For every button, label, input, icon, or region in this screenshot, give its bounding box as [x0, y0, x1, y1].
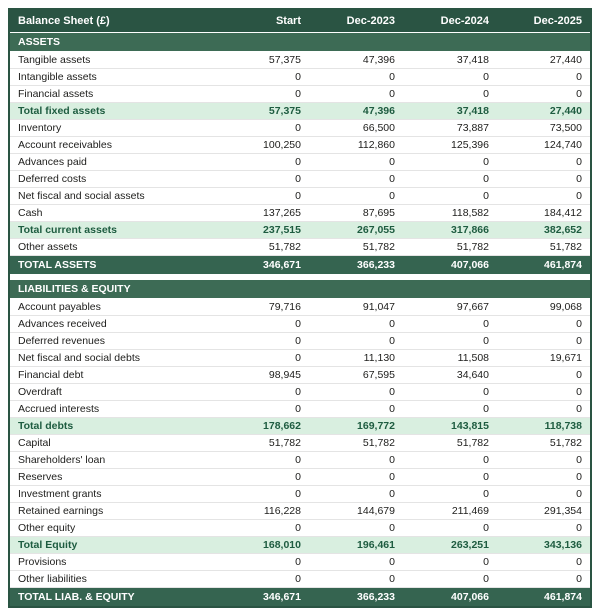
subtotal-row [9, 536, 591, 553]
cell-value: 57,375 [215, 103, 309, 120]
row-label: Total Equity [9, 536, 215, 553]
cell-value: 0 [215, 485, 309, 502]
cell-value: 116,228 [215, 502, 309, 519]
column-header: Start [215, 9, 309, 33]
cell-value: 97,667 [403, 298, 497, 315]
row-label: Advances received [9, 315, 215, 332]
cell-value: 0 [497, 69, 591, 86]
cell-value: 0 [497, 188, 591, 205]
cell-value: 291,354 [497, 502, 591, 519]
cell-value: 27,440 [497, 52, 591, 69]
cell-value: 57,375 [215, 52, 309, 69]
cell-value: 0 [309, 315, 403, 332]
row-label: Tangible assets [9, 52, 215, 69]
row-label: Provisions [9, 553, 215, 570]
table-header-row [9, 9, 591, 33]
cell-value: 0 [497, 154, 591, 171]
cell-value: 0 [215, 451, 309, 468]
table-row [9, 332, 591, 349]
cell-value: 73,887 [403, 120, 497, 137]
cell-value: 169,772 [309, 417, 403, 434]
cell-value: 0 [403, 485, 497, 502]
subtotal-row [9, 417, 591, 434]
table-row [9, 366, 591, 383]
balance-sheet-table [8, 8, 592, 608]
row-label: Shareholders' loan [9, 451, 215, 468]
grand-total-row [9, 587, 591, 607]
cell-value: 0 [215, 154, 309, 171]
cell-value: 51,782 [403, 239, 497, 256]
cell-value: 0 [403, 154, 497, 171]
row-label: Net fiscal and social debts [9, 349, 215, 366]
cell-value: 0 [403, 400, 497, 417]
row-label: Other liabilities [9, 570, 215, 587]
cell-value: 0 [403, 69, 497, 86]
cell-value: 0 [215, 468, 309, 485]
row-label: Capital [9, 434, 215, 451]
row-label: Account receivables [9, 137, 215, 154]
cell-value: 73,500 [497, 120, 591, 137]
cell-value: 0 [309, 332, 403, 349]
cell-value: 51,782 [497, 434, 591, 451]
table-row [9, 86, 591, 103]
cell-value: 267,055 [309, 222, 403, 239]
cell-value: 0 [215, 188, 309, 205]
cell-value: 366,233 [309, 256, 403, 275]
cell-value: 91,047 [309, 298, 403, 315]
row-label: Total current assets [9, 222, 215, 239]
row-label: Deferred costs [9, 171, 215, 188]
cell-value: 0 [309, 188, 403, 205]
row-label: Total fixed assets [9, 103, 215, 120]
cell-value: 144,679 [309, 502, 403, 519]
cell-value: 0 [215, 120, 309, 137]
cell-value: 0 [497, 468, 591, 485]
cell-value: 0 [497, 400, 591, 417]
row-label: Overdraft [9, 383, 215, 400]
cell-value: 346,671 [215, 587, 309, 607]
cell-value: 0 [215, 315, 309, 332]
table-row [9, 400, 591, 417]
cell-value: 0 [215, 86, 309, 103]
cell-value: 51,782 [215, 434, 309, 451]
table-title: Balance Sheet (£) [9, 9, 215, 33]
cell-value: 0 [215, 171, 309, 188]
cell-value: 37,418 [403, 103, 497, 120]
table-row [9, 52, 591, 69]
cell-value: 0 [215, 349, 309, 366]
table-row [9, 137, 591, 154]
cell-value: 0 [403, 519, 497, 536]
cell-value: 34,640 [403, 366, 497, 383]
cell-value: 0 [403, 451, 497, 468]
cell-value: 343,136 [497, 536, 591, 553]
table-row [9, 120, 591, 137]
cell-value: 100,250 [215, 137, 309, 154]
cell-value: 87,695 [309, 205, 403, 222]
table-row [9, 383, 591, 400]
cell-value: 51,782 [215, 239, 309, 256]
row-label: Total debts [9, 417, 215, 434]
table-row [9, 171, 591, 188]
cell-value: 143,815 [403, 417, 497, 434]
cell-value: 0 [497, 485, 591, 502]
cell-value: 0 [403, 332, 497, 349]
cell-value: 0 [215, 383, 309, 400]
cell-value: 47,396 [309, 103, 403, 120]
cell-value: 124,740 [497, 137, 591, 154]
cell-value: 19,671 [497, 349, 591, 366]
cell-value: 0 [309, 553, 403, 570]
cell-value: 0 [309, 468, 403, 485]
cell-value: 0 [403, 570, 497, 587]
row-label: Advances paid [9, 154, 215, 171]
cell-value: 0 [403, 171, 497, 188]
row-label: Net fiscal and social assets [9, 188, 215, 205]
cell-value: 178,662 [215, 417, 309, 434]
cell-value: 0 [497, 553, 591, 570]
cell-value: 168,010 [215, 536, 309, 553]
cell-value: 118,582 [403, 205, 497, 222]
cell-value: 0 [403, 188, 497, 205]
cell-value: 0 [497, 451, 591, 468]
cell-value: 0 [309, 86, 403, 103]
cell-value: 0 [215, 570, 309, 587]
table-row [9, 349, 591, 366]
table-row [9, 205, 591, 222]
cell-value: 0 [215, 519, 309, 536]
cell-value: 0 [215, 69, 309, 86]
table-row [9, 468, 591, 485]
row-label: Cash [9, 205, 215, 222]
cell-value: 0 [497, 332, 591, 349]
table-row [9, 519, 591, 536]
cell-value: 66,500 [309, 120, 403, 137]
cell-value: 0 [309, 570, 403, 587]
cell-value: 0 [403, 383, 497, 400]
cell-value: 0 [309, 400, 403, 417]
subtotal-row [9, 222, 591, 239]
column-header: Dec-2023 [309, 9, 403, 33]
row-label: Intangible assets [9, 69, 215, 86]
cell-value: 346,671 [215, 256, 309, 275]
cell-value: 0 [403, 553, 497, 570]
cell-value: 184,412 [497, 205, 591, 222]
table-row [9, 434, 591, 451]
cell-value: 51,782 [309, 239, 403, 256]
row-label: Financial assets [9, 86, 215, 103]
cell-value: 51,782 [309, 434, 403, 451]
table-row [9, 502, 591, 519]
cell-value: 0 [215, 553, 309, 570]
cell-value: 237,515 [215, 222, 309, 239]
cell-value: 98,945 [215, 366, 309, 383]
cell-value: 0 [497, 519, 591, 536]
table-row [9, 69, 591, 86]
cell-value: 0 [215, 400, 309, 417]
cell-value: 0 [309, 519, 403, 536]
cell-value: 0 [497, 171, 591, 188]
cell-value: 0 [309, 154, 403, 171]
cell-value: 11,508 [403, 349, 497, 366]
section-header-row [9, 33, 591, 52]
cell-value: 366,233 [309, 587, 403, 607]
cell-value: 112,860 [309, 137, 403, 154]
row-label: Accrued interests [9, 400, 215, 417]
cell-value: 79,716 [215, 298, 309, 315]
cell-value: 317,866 [403, 222, 497, 239]
cell-value: 407,066 [403, 256, 497, 275]
cell-value: 51,782 [497, 239, 591, 256]
row-label: Deferred revenues [9, 332, 215, 349]
table-row [9, 154, 591, 171]
table-row [9, 188, 591, 205]
cell-value: 0 [403, 315, 497, 332]
row-label: Reserves [9, 468, 215, 485]
table-row [9, 553, 591, 570]
cell-value: 137,265 [215, 205, 309, 222]
cell-value: 461,874 [497, 256, 591, 275]
row-label: Other assets [9, 239, 215, 256]
table-row [9, 485, 591, 502]
cell-value: 27,440 [497, 103, 591, 120]
column-header: Dec-2025 [497, 9, 591, 33]
cell-value: 0 [403, 468, 497, 485]
cell-value: 211,469 [403, 502, 497, 519]
section-title: ASSETS [9, 33, 591, 52]
cell-value: 67,595 [309, 366, 403, 383]
cell-value: 37,418 [403, 52, 497, 69]
cell-value: 11,130 [309, 349, 403, 366]
cell-value: 382,652 [497, 222, 591, 239]
table-row [9, 298, 591, 315]
cell-value: 51,782 [403, 434, 497, 451]
cell-value: 0 [309, 485, 403, 502]
column-header: Dec-2024 [403, 9, 497, 33]
table-row [9, 570, 591, 587]
grand-total-row [9, 256, 591, 275]
subtotal-row [9, 103, 591, 120]
cell-value: 0 [215, 332, 309, 349]
cell-value: 0 [497, 315, 591, 332]
cell-value: 47,396 [309, 52, 403, 69]
row-label: Inventory [9, 120, 215, 137]
row-label: Financial debt [9, 366, 215, 383]
cell-value: 125,396 [403, 137, 497, 154]
table-row [9, 451, 591, 468]
table-row [9, 239, 591, 256]
row-label: TOTAL LIAB. & EQUITY [9, 587, 215, 607]
section-header-row [9, 280, 591, 299]
cell-value: 0 [309, 451, 403, 468]
cell-value: 263,251 [403, 536, 497, 553]
row-label: Other equity [9, 519, 215, 536]
cell-value: 461,874 [497, 587, 591, 607]
row-label: Account payables [9, 298, 215, 315]
cell-value: 0 [403, 86, 497, 103]
cell-value: 407,066 [403, 587, 497, 607]
cell-value: 99,068 [497, 298, 591, 315]
cell-value: 0 [497, 570, 591, 587]
cell-value: 196,461 [309, 536, 403, 553]
cell-value: 0 [309, 171, 403, 188]
table-row [9, 315, 591, 332]
section-title: LIABILITIES & EQUITY [9, 280, 591, 299]
cell-value: 0 [309, 383, 403, 400]
row-label: Investment grants [9, 485, 215, 502]
cell-value: 0 [497, 366, 591, 383]
cell-value: 0 [309, 69, 403, 86]
cell-value: 0 [497, 86, 591, 103]
cell-value: 118,738 [497, 417, 591, 434]
row-label: Retained earnings [9, 502, 215, 519]
cell-value: 0 [497, 383, 591, 400]
row-label: TOTAL ASSETS [9, 256, 215, 275]
